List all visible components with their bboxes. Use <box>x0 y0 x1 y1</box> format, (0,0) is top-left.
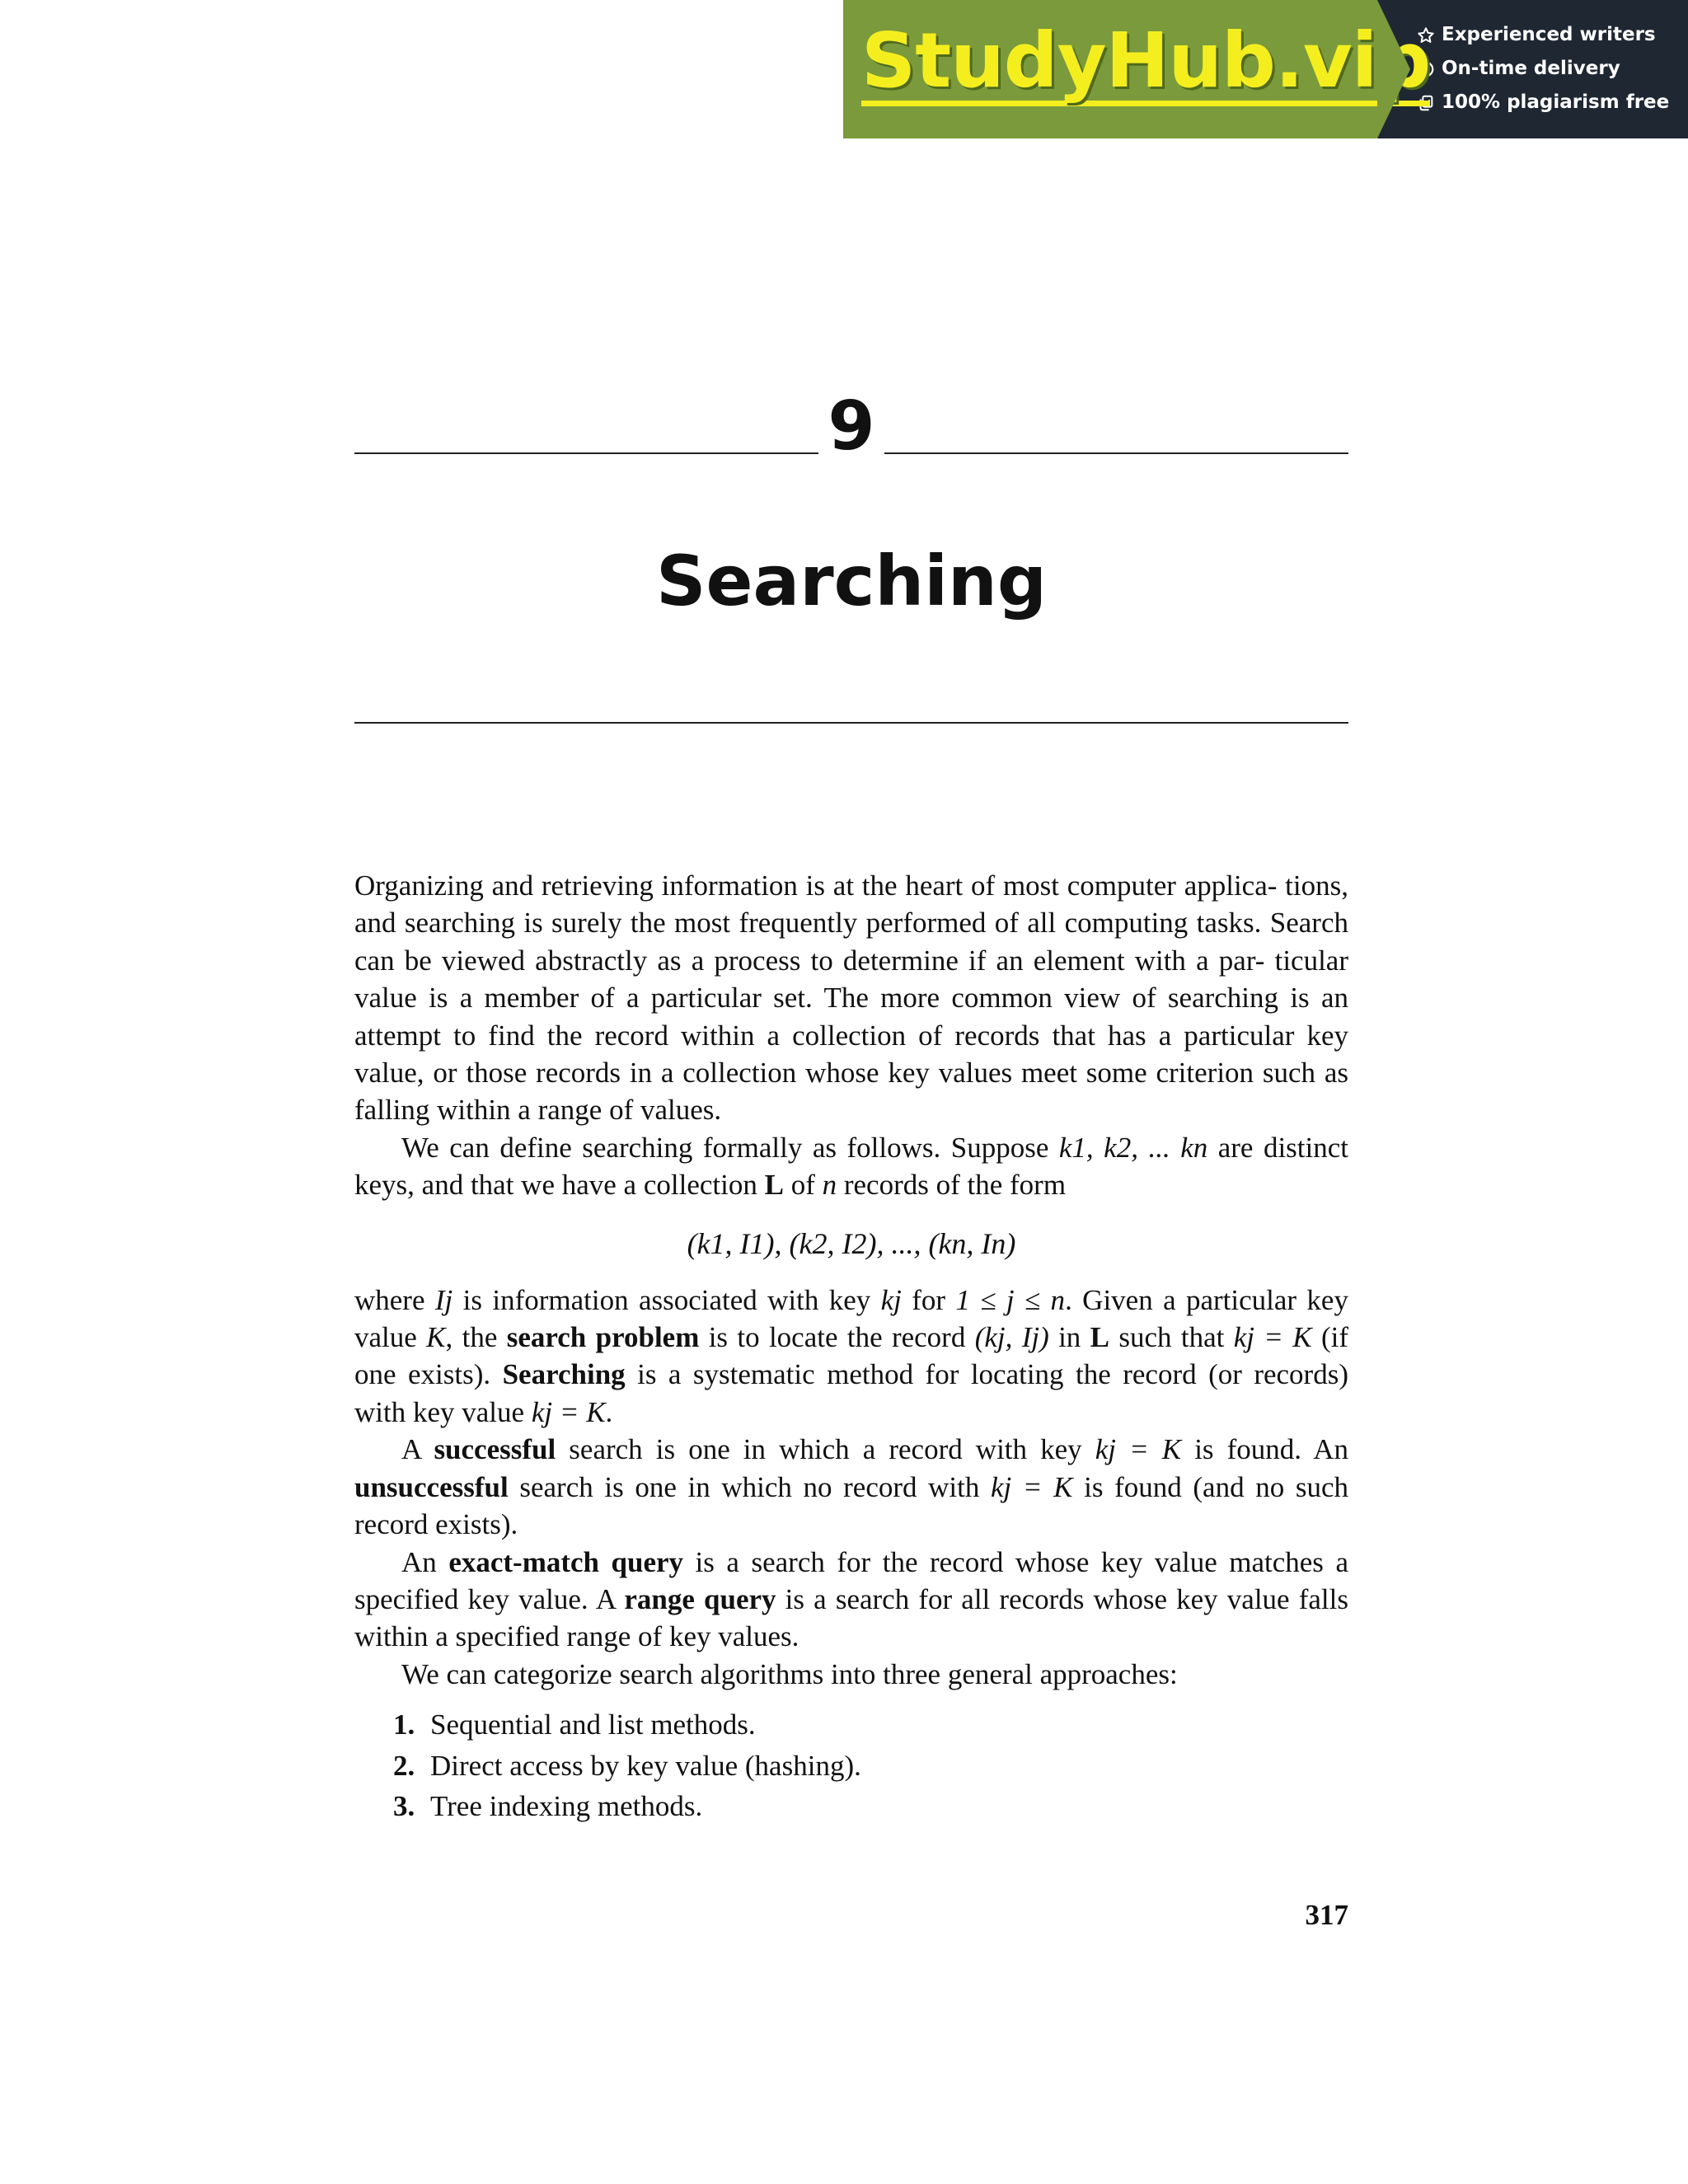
chapter-number: 9 <box>828 387 875 466</box>
studyhub-banner[interactable] <box>843 0 1688 138</box>
term-unsuccessful: unsuccessful <box>354 1470 509 1503</box>
chapter-heading <box>354 387 1348 466</box>
paragraph-search-problem: where Ij is information associated with key kj for 1 ≤ j ≤ n. Given a particular key value K, the search problem is to locate the record (kj, Ij) in L such that kj = K (if one exists). Searching is a systematic method for locating the record (or records) with key value kj = K. <box>354 1283 1348 1428</box>
list-item: 3. Tree indexing methods. <box>393 1790 703 1823</box>
chapter-rule-bottom <box>354 722 1348 724</box>
feature-label: 100% plagiarism free <box>1442 91 1670 113</box>
feature-label: Experienced writers <box>1442 24 1656 45</box>
chapter-rule-left <box>354 452 818 454</box>
feature-on-time-delivery <box>1417 57 1688 81</box>
feature-experienced-writers <box>1417 23 1688 47</box>
body-text <box>354 867 1348 1827</box>
term-search-problem: search problem <box>506 1321 700 1354</box>
display-equation: (k1, I1), (k2, I2), ..., (kn, In) <box>687 1226 1016 1260</box>
term-successful: successful <box>434 1433 556 1466</box>
banner-logo-panel <box>843 0 1431 138</box>
feature-plagiarism-free <box>1417 91 1688 115</box>
list-item: 1. Sequential and list methods. <box>393 1708 756 1741</box>
paragraph-queries: An exact-match query is a search for the record whose key value matches a specified key value. A range query is a search for all records whose key value falls within a specified range of key values. <box>354 1545 1348 1653</box>
chapter-rule-right <box>884 452 1348 454</box>
math-collection: L <box>764 1169 784 1202</box>
term-range-query: range query <box>624 1582 776 1615</box>
term-searching: Searching <box>502 1358 626 1391</box>
paragraph-definition: We can define searching formally as follows. Suppose k1, k2, ... kn are distinct keys, and that we have a collection L of n records of the form <box>354 1131 1348 1202</box>
math-keys: k1, k2, ... kn <box>1058 1131 1208 1164</box>
paragraph-categorize: We can categorize search algorithms into three general approaches: <box>401 1657 1178 1690</box>
paragraph-intro: Organizing and retrieving information is at the heart of most computer applica- tions, and searching is surely the most frequently performed of all computing tasks. Search can be viewed abstractly as a process to determine if an element with a par- ticular value is a member of a particular set. The more common view of searching is an attempt to find the record within a collection of records that has a particular key value, or those records in a collection whose key values meet some criterion such as falling within a range of values. <box>354 869 1348 1127</box>
approaches-list <box>393 1704 1348 1827</box>
term-exact-match-query: exact-match query <box>448 1545 684 1578</box>
list-item: 2. Direct access by key value (hashing). <box>393 1749 861 1782</box>
paragraph-successful: A successful search is one in which a record with key kj = K is found. An unsuccessful search is one in which no record with kj = K is found (and no such record exists). <box>354 1433 1348 1541</box>
feature-label: On-time delivery <box>1442 58 1620 79</box>
chapter-title: Searching <box>656 541 1047 621</box>
page-number: 317 <box>1305 1899 1348 1931</box>
studyhub-logo: StudyHub.vip <box>861 16 1431 105</box>
